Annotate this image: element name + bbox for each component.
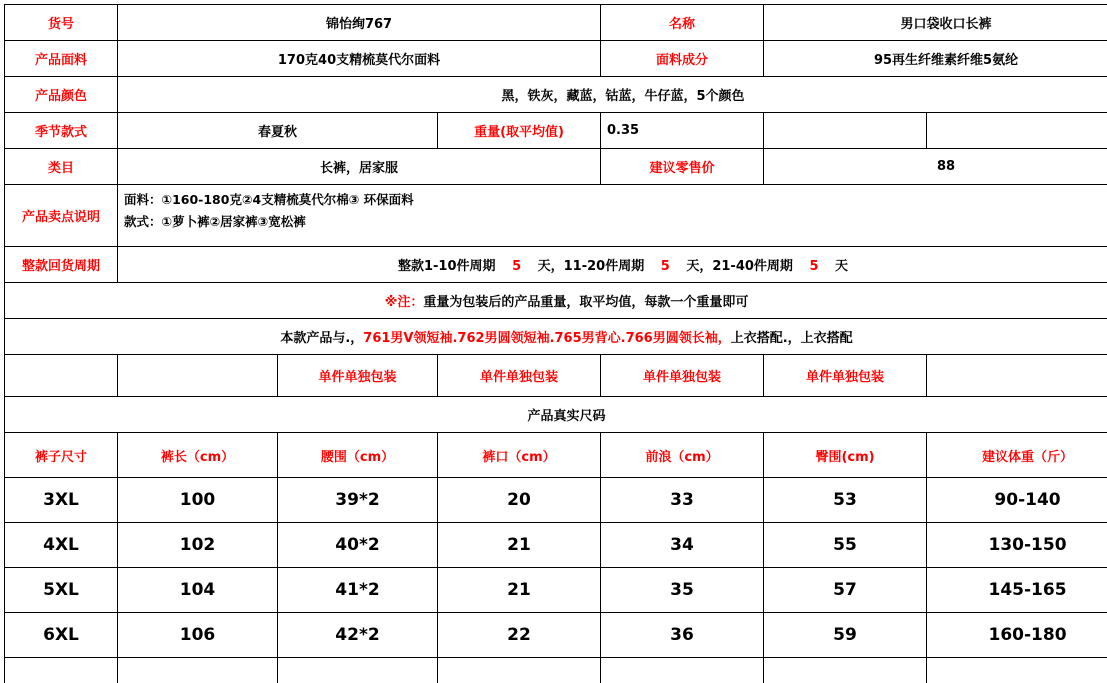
empty-cell[interactable] xyxy=(438,658,601,683)
selling-label[interactable]: 产品卖点说明 xyxy=(5,185,118,247)
season-value[interactable]: 春夏秋 xyxy=(118,113,438,149)
note-text: 重量为包装后的产品重量，取平均值，每款一个重量即可 xyxy=(423,295,749,310)
packaging-cell[interactable]: 单件单独包装 xyxy=(601,355,764,397)
size-cell[interactable]: 100 xyxy=(118,478,278,523)
note-prefix: ※注： xyxy=(384,295,424,310)
empty-cell[interactable] xyxy=(278,658,438,683)
size-cell[interactable]: 22 xyxy=(438,613,601,658)
restock-text: 天 xyxy=(835,259,849,274)
selling-point-style: 款式：①萝卜裤②居家裤③宽松裤 xyxy=(124,214,306,229)
price-label[interactable]: 建议零售价 xyxy=(601,149,764,185)
empty-cell[interactable] xyxy=(601,658,764,683)
empty-row xyxy=(5,658,1107,683)
size-header[interactable]: 臀围(cm) xyxy=(764,433,927,478)
fabric-label[interactable]: 产品面料 xyxy=(5,41,118,77)
empty-cell[interactable] xyxy=(5,355,118,397)
row-selling-points xyxy=(5,185,1107,247)
row-note xyxy=(5,283,1107,319)
category-label[interactable]: 类目 xyxy=(5,149,118,185)
size-cell[interactable]: 40*2 xyxy=(278,523,438,568)
empty-cell[interactable] xyxy=(927,113,1107,149)
empty-cell[interactable] xyxy=(5,658,118,683)
composition-value[interactable]: 95再生纤维素纤维5氨纶 xyxy=(764,41,1107,77)
size-header[interactable]: 裤口（cm） xyxy=(438,433,601,478)
size-cell[interactable]: 20 xyxy=(438,478,601,523)
selling-point-fabric: 面料：①160-180克②4支精梳莫代尔棉③ 环保面料 xyxy=(124,192,414,207)
size-cell[interactable]: 55 xyxy=(764,523,927,568)
restock-label[interactable]: 整款回货周期 xyxy=(5,247,118,283)
row-season xyxy=(5,113,1107,149)
size-row xyxy=(5,568,1107,613)
empty-cell[interactable] xyxy=(118,355,278,397)
row-item-number xyxy=(5,5,1107,41)
size-cell[interactable]: 3XL xyxy=(5,478,118,523)
row-colors xyxy=(5,77,1107,113)
item-no-label[interactable]: 货号 xyxy=(5,5,118,41)
colors-value[interactable]: 黑，铁灰，藏蓝，钴蓝，牛仔蓝，5个颜色 xyxy=(118,77,1107,113)
item-no-value[interactable]: 锦怡绚767 xyxy=(118,5,601,41)
restock-text: 天，11-20件周期 xyxy=(537,259,645,274)
size-cell[interactable]: 90-140 xyxy=(927,478,1107,523)
empty-cell[interactable] xyxy=(118,658,278,683)
matching-cell[interactable] xyxy=(5,319,1107,355)
product-spec-table xyxy=(4,4,1107,683)
empty-cell[interactable] xyxy=(927,658,1107,683)
size-cell[interactable]: 57 xyxy=(764,568,927,613)
empty-cell[interactable] xyxy=(764,658,927,683)
size-chart-title[interactable]: 产品真实尺码 xyxy=(5,397,1107,433)
size-row xyxy=(5,613,1107,658)
matching-prefix: 本款产品与.， xyxy=(280,331,364,346)
packaging-cell[interactable]: 单件单独包装 xyxy=(438,355,601,397)
restock-cycle-cell[interactable] xyxy=(118,247,1107,283)
size-cell[interactable]: 145-165 xyxy=(927,568,1107,613)
size-cell[interactable]: 102 xyxy=(118,523,278,568)
size-cell[interactable]: 106 xyxy=(118,613,278,658)
size-cell[interactable]: 130-150 xyxy=(927,523,1107,568)
restock-text: 天，21-40件周期 xyxy=(686,259,793,274)
packaging-cell[interactable]: 单件单独包装 xyxy=(278,355,438,397)
fabric-value[interactable]: 170克40支精梳莫代尔面料 xyxy=(118,41,601,77)
size-cell[interactable]: 160-180 xyxy=(927,613,1107,658)
selling-points-cell[interactable] xyxy=(118,185,1107,247)
size-cell[interactable]: 41*2 xyxy=(278,568,438,613)
size-cell[interactable]: 42*2 xyxy=(278,613,438,658)
weight-label[interactable]: 重量(取平均值) xyxy=(438,113,601,149)
row-restock xyxy=(5,247,1107,283)
size-cell[interactable]: 34 xyxy=(601,523,764,568)
empty-cell[interactable] xyxy=(927,355,1107,397)
price-value[interactable]: 88 xyxy=(764,149,1107,185)
row-category xyxy=(5,149,1107,185)
size-cell[interactable]: 104 xyxy=(118,568,278,613)
size-header[interactable]: 裤子尺寸 xyxy=(5,433,118,478)
matching-items: 761男V领短袖.762男圆领短袖.765男背心.766男圆领长袖， xyxy=(363,331,731,346)
size-header[interactable]: 建议体重（斤） xyxy=(927,433,1107,478)
size-cell[interactable]: 5XL xyxy=(5,568,118,613)
size-cell[interactable]: 36 xyxy=(601,613,764,658)
restock-days: 5 xyxy=(512,259,522,274)
matching-suffix: 上衣搭配.，上衣搭配 xyxy=(730,331,853,346)
size-cell[interactable]: 53 xyxy=(764,478,927,523)
restock-days: 5 xyxy=(809,259,819,274)
name-value[interactable]: 男口袋收口长裤 xyxy=(764,5,1107,41)
note-cell[interactable] xyxy=(5,283,1107,319)
size-header[interactable]: 腰围（cm） xyxy=(278,433,438,478)
size-row xyxy=(5,523,1107,568)
size-cell[interactable]: 4XL xyxy=(5,523,118,568)
row-packaging xyxy=(5,355,1107,397)
color-label[interactable]: 产品颜色 xyxy=(5,77,118,113)
restock-days: 5 xyxy=(660,259,670,274)
weight-value[interactable]: 0.35 xyxy=(601,113,764,149)
row-size-title xyxy=(5,397,1107,433)
category-value[interactable]: 长裤，居家服 xyxy=(118,149,601,185)
size-header-row xyxy=(5,433,1107,478)
packaging-cell[interactable]: 单件单独包装 xyxy=(764,355,927,397)
empty-cell[interactable] xyxy=(764,113,927,149)
row-fabric xyxy=(5,41,1107,77)
size-cell[interactable]: 39*2 xyxy=(278,478,438,523)
season-label[interactable]: 季节款式 xyxy=(5,113,118,149)
size-cell[interactable]: 21 xyxy=(438,523,601,568)
row-matching xyxy=(5,319,1107,355)
size-cell[interactable]: 35 xyxy=(601,568,764,613)
restock-text: 整款1-10件周期 xyxy=(397,259,496,274)
size-cell[interactable]: 33 xyxy=(601,478,764,523)
size-cell[interactable]: 6XL xyxy=(5,613,118,658)
name-label[interactable]: 名称 xyxy=(601,5,764,41)
size-cell[interactable]: 59 xyxy=(764,613,927,658)
size-cell[interactable]: 21 xyxy=(438,568,601,613)
size-header[interactable]: 裤长（cm） xyxy=(118,433,278,478)
size-header[interactable]: 前浪（cm） xyxy=(601,433,764,478)
composition-label[interactable]: 面料成分 xyxy=(601,41,764,77)
size-row xyxy=(5,478,1107,523)
